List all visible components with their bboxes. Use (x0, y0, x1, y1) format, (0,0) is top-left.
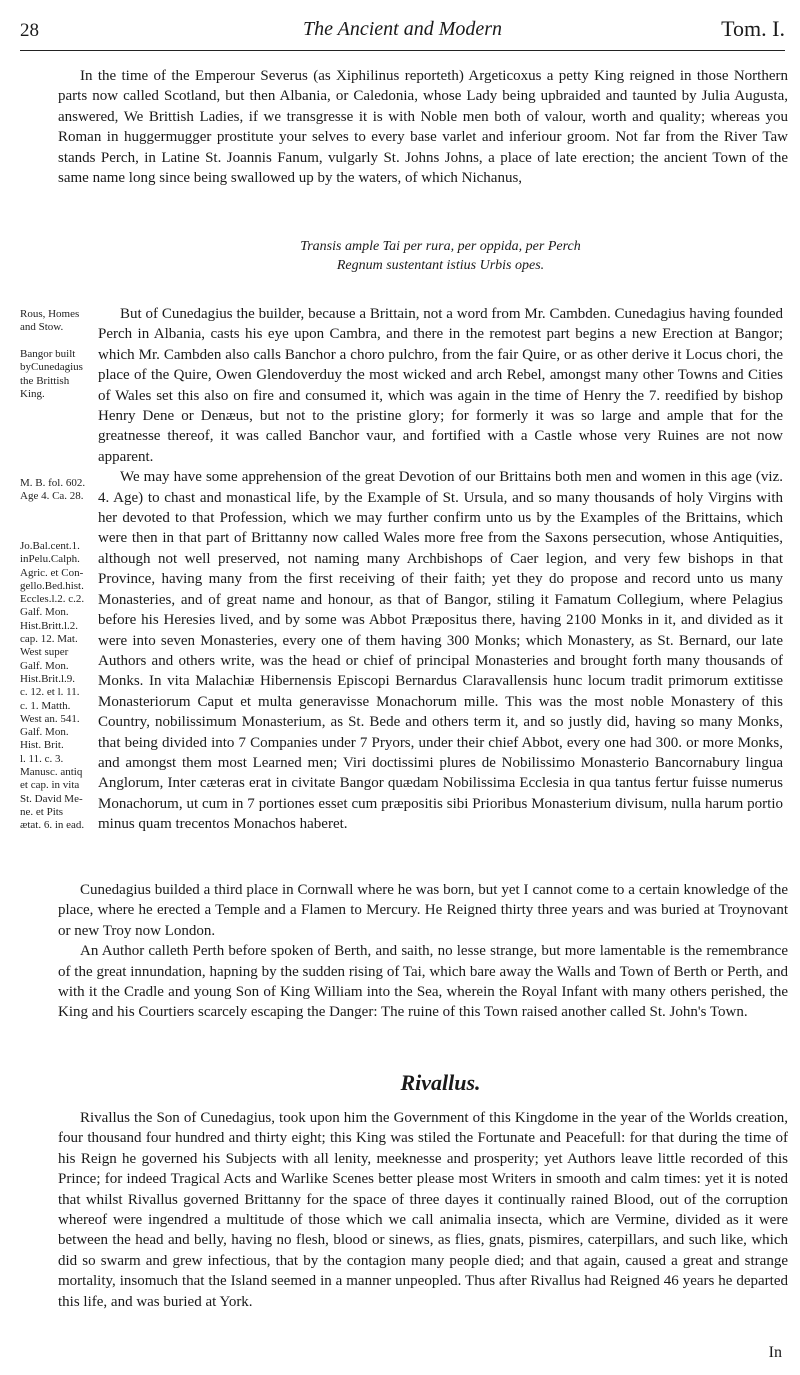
margin-note-3: M. B. fol. 602. Age 4. Ca. 28. (20, 477, 86, 503)
rivallus-block (58, 1108, 788, 1312)
running-title: The Ancient and Modern (302, 18, 503, 40)
lower-text-block (58, 880, 788, 1023)
paragraph-4: Cunedagius builded a third place in Cornwall where he was born, but yet I cannot come to a certain knowledge of the place, where he erected a Temple and a Flamen to Mercury. He Reigned thirty three years and was buried at Troynovant or new Troy now London. (58, 882, 788, 939)
section-heading: Rivallus. (400, 1070, 481, 1095)
page-header (20, 16, 785, 64)
paragraph-2: But of Cunedagius the builder, because a Brittain, not a word from Mr. Cambden. Cunedagius having founded Perch in Albania, casts his eye upon Cambra, and there in the remotest part begins a new Erection at Bangor; which Mr. Cambden also calls Banchor a choro pulchro, from the fair Quire, or as other derive it Locus chori, the place of the Quire, Owen Glendoverduy the most wicked and arch Rebel, amongst many other Towns and Cities of Wales set this also on fire and consumed it, which was again in the time of Henry the 7. reedified by bishop Henry Dene or Denæus, but not to the pristine glory; for formerly it was so large and ample that for the greatnesse thereof, it was called Banchor vaur, and fortified with a Castle whose very Ruines are not now apparent. (98, 306, 783, 465)
paragraph-1: In the time of the Emperour Severus (as Xiphilinus reporteth) Argeticoxus a petty King reigned in those Northern parts now called Scotland, but then Albania, or Caledonia, whose Lady being upbraided and taunted by Julia Augusta, answered, We Brittish Ladies, if we transgresse it is with Noble men both of valour, worth and quality; whereas you Roman in huggermugger prostitute your selves to every base varlet and inferiour groom. Not far from the River Taw stands Perch, in Latine St. Joannis Fanum, vulgarly St. Johns Johns, a place of late erection; the ancient Town of the same name long since being swallowed up by the waters, of which Nichanus, (58, 68, 788, 187)
catchword: In (768, 1344, 782, 1361)
margin-note-2: Bangor built byCunedagius the Brittish King. (20, 348, 83, 400)
paragraph-5: An Author calleth Perth before spoken of Berth, and saith, no lesse strange, but more lamentable is the remembrance of the great innundation, hapning by the sudden rising of Tai, which bare away the Walls and Town of Berth or Perth, and with it the Cradle and young Son of King William into the Sea, wherein the Royal Infant with many others perished, the King and his Courtiers scarcely escaping the Danger: The ruine of this Town raised another called St. John's Town. (58, 943, 788, 1021)
margin-note-4: Jo.Bal.cent.1. inPelu.Calph. Agric. et Con- gello.Bed.hist. Eccles.l.2. c.2. Galf. Mon. Hist.Britt.l.2. cap. 12. Mat. West super Galf. Mon. Hist.Brit.l.9. c. 12. et l. 11. c. 1. Matth. West an. 541. Galf. Mon. Hist. Brit. l. 11. c. 3. Manusc. antiq et cap. in vita St. David Me- ne. et Pits ætat. 6. in ead. (20, 540, 85, 832)
verse-quotation (98, 237, 783, 275)
verse-line-1: Transis ample Tai per rura, per oppida, per Perch (300, 239, 581, 254)
paragraph-6: Rivallus the Son of Cunedagius, took upon him the Government of this Kingdome in the year of the Worlds creation, four thousand four hundred and thirty eight; this King was stiled the Fortunate and Peacefull: for that during the time of his Reign he governed his Subjects with all lenity, meeknesse and prosperity; yet Authors leave little recorded of this Prince; for indeed Tragical Acts and Warlike Scenes better please most Writers in smooth and calm times: yet it is noted that whilst Rivallus governed Brittanny for the space of three dayes it continually rained Blood, out of the corruption whereof were ingendred a multitude of those which we call animalia insecta, which are Vermine, divided as it were between the head and belly, having no flesh, blood or sinews, as flies, gnats, pismires, caterpillars, and such like, which did so swarm and grew infectious, that by the contagion many people died; and that again, caused a great and strange mortality, insomuch that the Island seemed in a manner unpeopled. Thus after Rivallus had Reigned 46 years he departed this life, and was buried at York. (58, 1110, 788, 1310)
main-text-block (98, 304, 783, 835)
header-rule (20, 50, 785, 51)
paragraph-3: We may have some apprehension of the great Devotion of our Brittains both men and women in this age (viz. 4. Age) to chast and monastical life, by the Example of St. Ursula, and so many thousands of holy Virgins with her devoted to that Profession, which we may further confirm unto us by the Examples of the Brittains, which were then in that part of Brittanny now called Wales more free from the Saxons persecution, whose Antiquities, although not well preserved, not naming many Archbishops of Caer legion, and very few bishops in that Province, having many from the first receiving of their faith; yet they do propose and record unto us many Monasteries, and of great name and honour, as that of Bangor, stiling it Famatum Collegium, where Pelagius before his Heresies lived, and by some was Abbot Præpositus there, having 2100 Monks in it, and divided as it were into seven Monasteries, every one of them having 300 Monks; which Monastery, as St. Bernard, our late Authors and others write, was the head or chief of principal Monasteries and brought forth many thousands of Monks. In vita Malachiæ Hibernensis Episcopi Bernardus Claravallensis hunc locum tradit primorum extitisse Monasteriorum Caput et multa generavisse Monachorum mille. This was the most noble Monastery of this Country, nobilissimum Monasterium, as St. Bede and others term it, and so justly did, having so many Monks, that being divided into 7 Companies under 7 Pryors, under their chief Abbot, every one had 300. or more Monks, and amongst them most Learned men; Viri doctissimi plures de Nobilissimo Monasterio Bancornabury lingua Anglorum, Inter cæteras erat in civitate Bangor quædam Nobilissima Ecclesia in qua tantus fertur fuisse numerus Monachorum, ut cum in 7 portiones esset cum præpositis sibi Prioribus Monasterium divisum, nulla harum portio minus quam trecentos Monachos haberet. (98, 469, 783, 833)
margin-note-1: Rous, Homes and Stow. (20, 308, 80, 334)
page-number: 28 (20, 20, 39, 41)
tome-label: Tom. I. (721, 16, 785, 41)
verse-line-2: Regnum sustentant istius Urbis opes. (336, 258, 545, 273)
